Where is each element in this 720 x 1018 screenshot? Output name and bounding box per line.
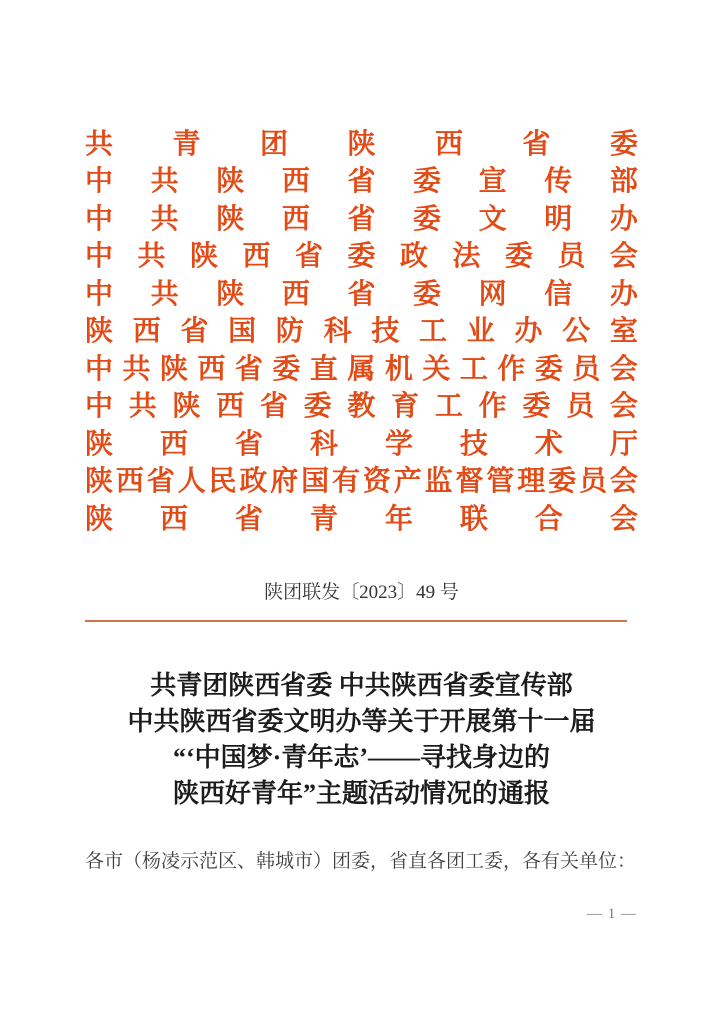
issuing-org-line: 陕 西 省 青 年 联 合 会 [85, 503, 638, 535]
issuing-org-line: 陕 西 省 科 学 技 术 厅 [85, 428, 638, 460]
issuing-org-line: 中 共 陕 西 省 委 网 信 办 [85, 278, 638, 310]
issuing-org-line: 中 共 陕 西 省 委 直 属 机 关 工 作 委 员 会 [85, 353, 638, 385]
issuing-org-line: 中 共 陕 西 省 委 政 法 委 员 会 [85, 241, 638, 273]
red-divider-rule [85, 620, 627, 623]
document-title-line: 中共陕西省委文明办等关于开展第十一届 [127, 707, 596, 736]
issuing-org-line: 陕 西 省 国 防 科 技 工 业 办 公 室 [85, 316, 638, 348]
issuing-org-line: 陕 西 省 人 民 政 府 国 有 资 产 监 督 管 理 委 员 会 [85, 466, 638, 498]
issuing-org-line: 中 共 陕 西 省 委 文 明 办 [85, 203, 638, 235]
page-number: — 1 — [587, 906, 637, 922]
document-content-column [85, 0, 638, 874]
issuing-org-line: 中 共 陕 西 省 委 宣 传 部 [85, 166, 638, 198]
salutation-line: 各市（杨凌示范区、韩城市）团委，省直各团工委，各有关单位： [85, 851, 637, 872]
document-title-line: “‘中国梦·青年志’——寻找身边的 [173, 743, 550, 772]
document-title [85, 668, 638, 812]
red-letterhead-org-list [85, 126, 638, 539]
document-reference-number: 陕团联发〔2023〕49 号 [264, 581, 459, 603]
document-title-line: 共青团陕西省委 中共陕西省委宣传部 [150, 671, 573, 700]
issuing-org-line: 中 共 陕 西 省 委 教 育 工 作 委 员 会 [85, 391, 638, 423]
document-title-line: 陕西好青年”主题活动情况的通报 [172, 779, 550, 808]
issuing-org-line: 共 青 团 陕 西 省 委 [85, 128, 638, 160]
